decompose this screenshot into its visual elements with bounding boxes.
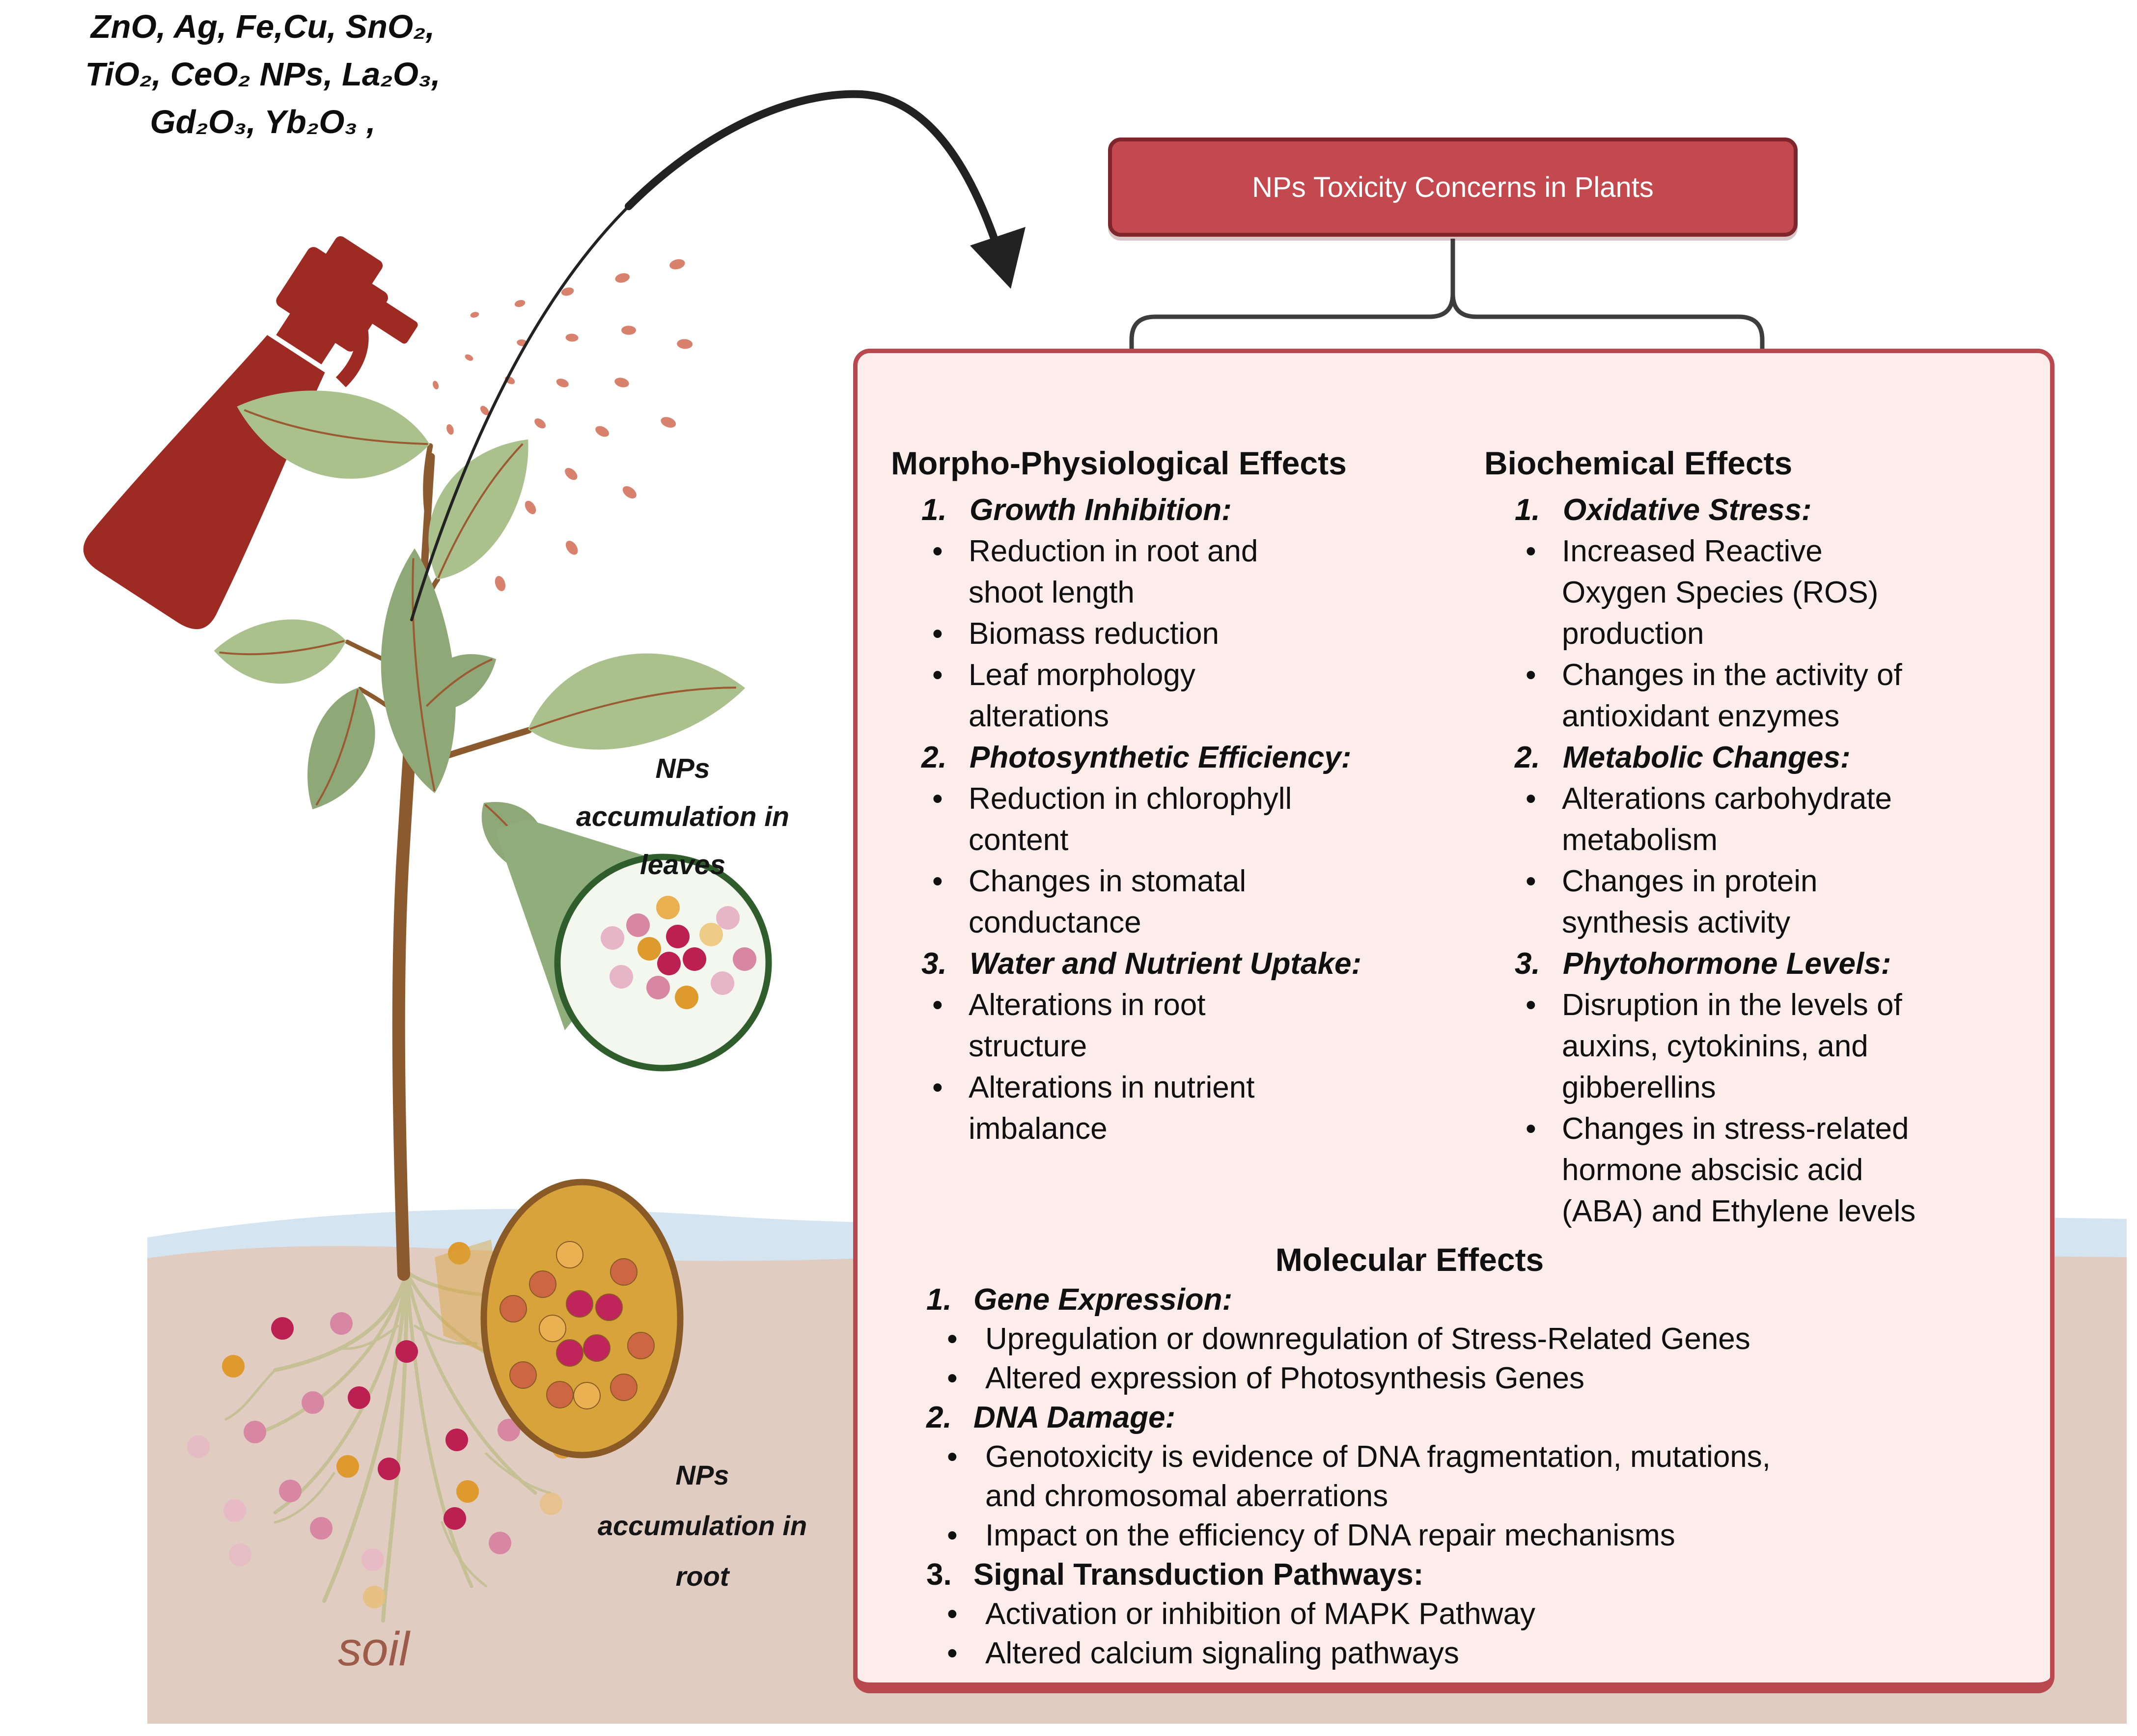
list-item xyxy=(1515,737,1919,778)
list-item xyxy=(932,778,1381,861)
column-heading: Morpho-Physiological Effects xyxy=(891,445,1347,481)
item-text: Alterations in root structure xyxy=(969,988,1206,1063)
label-line: NPs xyxy=(655,753,710,784)
effects-panel xyxy=(853,349,2054,1693)
section-molecular xyxy=(890,1239,2035,1673)
list-item xyxy=(1515,943,1919,985)
item-number: 2. xyxy=(921,741,947,774)
list-item xyxy=(1526,985,1919,1108)
np-materials-list xyxy=(10,3,516,146)
bullet-icon xyxy=(932,655,969,696)
list-item xyxy=(921,490,1381,531)
list-item xyxy=(947,1320,1950,1359)
list-item xyxy=(1515,490,1919,531)
item-title: Water and Nutrient Uptake: xyxy=(970,947,1362,981)
list-item xyxy=(1526,531,1919,655)
item-title: Signal Transduction Pathways: xyxy=(973,1558,1424,1592)
item-title: Metabolic Changes: xyxy=(1563,741,1851,774)
item-text: Changes in stomatal conductance xyxy=(969,864,1247,939)
item-text: Leaf morphology alterations xyxy=(969,658,1195,733)
list-item xyxy=(1526,861,1919,943)
bullet-icon xyxy=(947,1359,985,1398)
label-line: leaves xyxy=(639,849,726,881)
bullet-icon xyxy=(947,1595,985,1634)
bullet-icon xyxy=(932,778,969,820)
list-item xyxy=(932,861,1381,943)
bullet-icon xyxy=(932,531,969,572)
item-text: Upregulation or downregulation of Stress-Related Genes xyxy=(985,1322,1750,1356)
item-number: 2. xyxy=(926,1401,952,1434)
effects-columns xyxy=(890,443,2035,1232)
list-item xyxy=(947,1595,1950,1634)
item-title: Phytohormone Levels: xyxy=(1563,947,1891,981)
item-text: Changes in stress-related hormone abscisic acid (ABA) and Ethylene levels xyxy=(1562,1112,1916,1228)
leaves-accumulation-label xyxy=(521,744,845,889)
section-heading: Molecular Effects xyxy=(1275,1241,1544,1278)
bullet-icon xyxy=(947,1437,985,1477)
list-item xyxy=(926,1555,1950,1595)
item-number: 3. xyxy=(921,947,947,981)
item-title: Growth Inhibition: xyxy=(970,493,1232,527)
item-text: Altered calcium signaling pathways xyxy=(985,1636,1459,1670)
bullet-icon xyxy=(947,1634,985,1673)
molecular-items xyxy=(918,1280,1950,1673)
label-line: accumulation in xyxy=(576,801,789,832)
bullet-icon xyxy=(1526,531,1562,572)
bullet-icon xyxy=(947,1320,985,1359)
bullet-icon xyxy=(1526,655,1562,696)
list-item xyxy=(921,737,1381,778)
list-item xyxy=(926,1280,1950,1320)
np-materials-line: TiO₂, CeO₂ NPs, La₂O₃, xyxy=(85,56,441,93)
root-accumulation-label xyxy=(550,1450,855,1601)
column-biochemical xyxy=(1483,443,1919,1232)
item-title: Gene Expression: xyxy=(973,1283,1233,1317)
list-item xyxy=(932,531,1381,613)
item-text: Biomass reduction xyxy=(969,617,1220,651)
bullet-icon xyxy=(1526,861,1562,902)
bullet-icon xyxy=(932,985,969,1026)
item-text: Activation or inhibition of MAPK Pathway xyxy=(985,1597,1535,1631)
column-heading: Biochemical Effects xyxy=(1484,445,1793,481)
title-banner xyxy=(1108,138,1798,237)
label-line: accumulation in xyxy=(597,1510,807,1541)
list-item xyxy=(947,1634,1950,1673)
list-item xyxy=(947,1359,1950,1398)
bullet-icon xyxy=(932,861,969,902)
item-number: 1. xyxy=(921,493,947,527)
np-materials-line: Gd₂O₃, Yb₂O₃ , xyxy=(150,104,376,140)
soil-label: soil xyxy=(338,1622,410,1676)
list-item xyxy=(1526,778,1919,861)
item-text: Impact on the efficiency of DNA repair mechanisms xyxy=(985,1518,1675,1552)
list-item xyxy=(947,1516,1950,1555)
list-item xyxy=(921,943,1381,985)
list-item xyxy=(1526,1108,1919,1232)
item-title: Oxidative Stress: xyxy=(1563,493,1812,527)
bullet-icon xyxy=(932,1067,969,1108)
item-text: Alterations in nutrient imbalance xyxy=(969,1071,1255,1146)
item-text: Changes in the activity of antioxidant enzymes xyxy=(1562,658,1902,733)
item-title: Photosynthetic Efficiency: xyxy=(970,741,1352,774)
bullet-icon xyxy=(947,1516,985,1555)
list-item xyxy=(932,613,1381,655)
list-item xyxy=(932,985,1381,1067)
label-line: root xyxy=(675,1561,729,1592)
label-line: NPs xyxy=(675,1460,729,1490)
item-title: DNA Damage: xyxy=(973,1401,1176,1434)
bullet-icon xyxy=(932,613,969,655)
item-number: 1. xyxy=(1515,493,1540,527)
list-item xyxy=(932,1067,1381,1150)
item-text: Disruption in the levels of auxins, cytokinins, and gibberellins xyxy=(1562,988,1902,1104)
item-text: Altered expression of Photosynthesis Genes xyxy=(985,1361,1585,1395)
list-item xyxy=(932,655,1381,737)
item-text: Changes in protein synthesis activity xyxy=(1562,864,1818,939)
bullet-icon xyxy=(1526,985,1562,1026)
connector-bracket xyxy=(1132,239,1762,352)
banner-title: NPs Toxicity Concerns in Plants xyxy=(1252,171,1654,203)
np-materials-line: ZnO, Ag, Fe,Cu, SnO₂, xyxy=(90,8,435,45)
item-number: 3. xyxy=(926,1558,952,1592)
item-text: Alterations carbohydrate metabolism xyxy=(1562,782,1892,857)
item-text: Reduction in root and shoot length xyxy=(969,534,1258,609)
list-item xyxy=(926,1398,1950,1437)
column-morpho-physiological xyxy=(890,443,1381,1232)
item-text: Genotoxicity is evidence of DNA fragmentation, mutations, and chromosomal aberrations xyxy=(985,1440,1771,1513)
item-number: 3. xyxy=(1515,947,1540,981)
bullet-icon xyxy=(1526,778,1562,820)
item-text: Reduction in chlorophyll content xyxy=(969,782,1292,857)
list-item xyxy=(1526,655,1919,737)
item-number: 1. xyxy=(926,1283,952,1317)
list-item xyxy=(947,1437,1950,1516)
bullet-icon xyxy=(1526,1108,1562,1150)
item-text: Increased Reactive Oxygen Species (ROS) production xyxy=(1562,534,1879,651)
item-number: 2. xyxy=(1515,741,1540,774)
